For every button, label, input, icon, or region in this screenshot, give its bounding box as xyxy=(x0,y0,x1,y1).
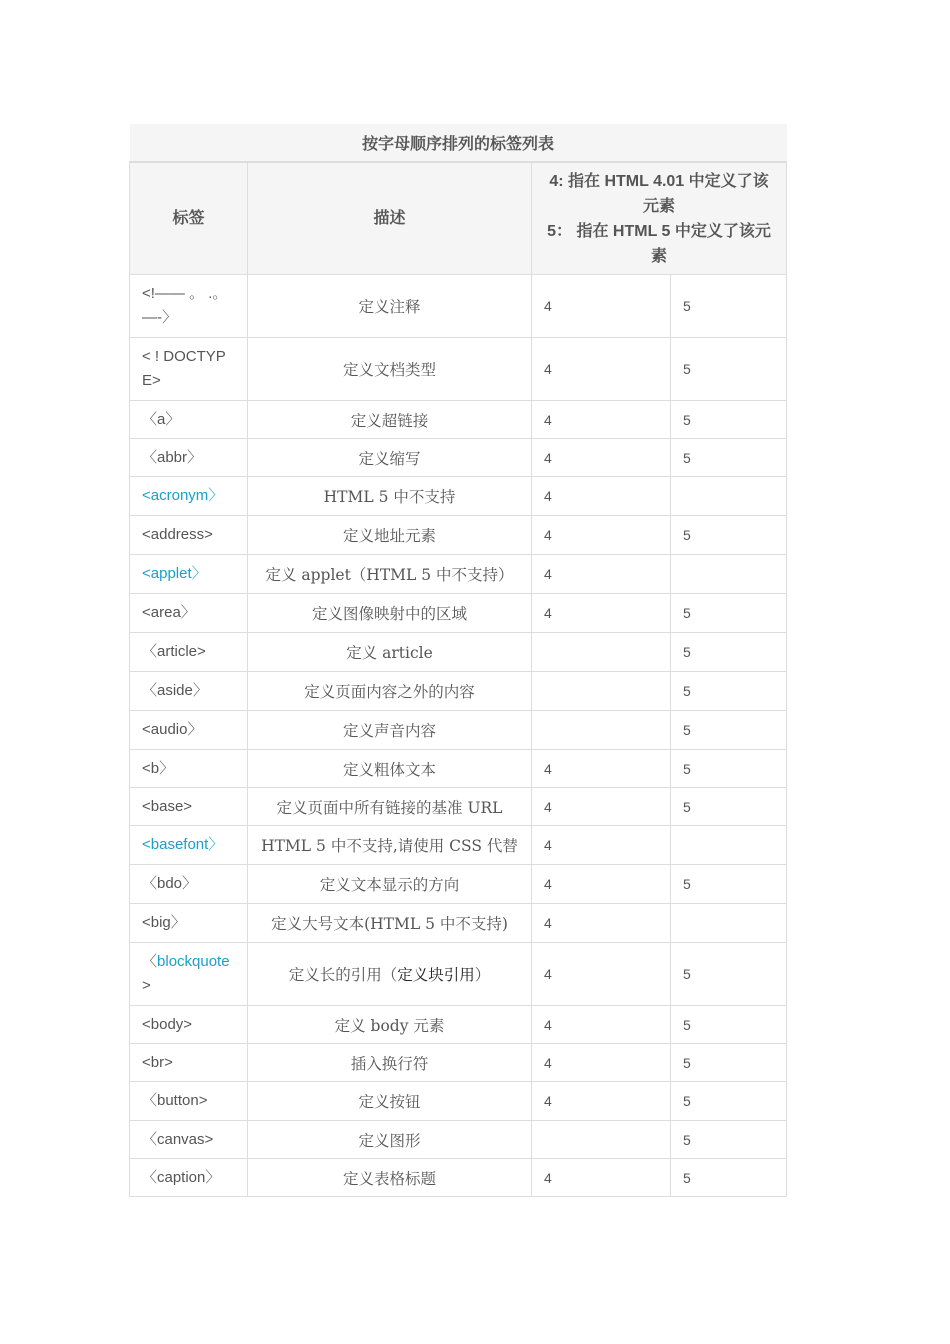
description-cell: 定义页面内容之外的内容 xyxy=(248,672,532,711)
tag-link-acronym[interactable]: <acronym〉 xyxy=(142,487,224,504)
tag-prefix: 〈 xyxy=(142,953,158,970)
html5-cell: 5 xyxy=(671,1121,787,1159)
header-tag: 标签 xyxy=(130,162,248,275)
table-header-row xyxy=(130,162,787,275)
table-row xyxy=(130,1044,787,1082)
tag-suffix: > xyxy=(142,977,151,994)
description-cell: HTML 5 中不支持,请使用 CSS 代替 xyxy=(248,826,532,865)
description-cell: 定义 body 元素 xyxy=(248,1006,532,1044)
description-cell: 定义缩写 xyxy=(248,439,532,477)
html4-cell xyxy=(532,672,671,711)
html5-cell: 5 xyxy=(671,750,787,788)
table-row xyxy=(130,1082,787,1121)
table-title-row xyxy=(130,124,787,162)
html5-cell xyxy=(671,904,787,943)
table-row xyxy=(130,750,787,788)
tag-cell: <address> xyxy=(130,516,248,555)
table-row xyxy=(130,672,787,711)
table-body xyxy=(130,275,787,1197)
table-row xyxy=(130,1121,787,1159)
html4-cell: 4 xyxy=(532,865,671,904)
html4-cell: 4 xyxy=(532,904,671,943)
desc-part-1: 定义长的引用（ xyxy=(288,966,398,984)
description-cell: 定义声音内容 xyxy=(248,711,532,750)
description-cell: 插入换行符 xyxy=(248,1044,532,1082)
html5-cell: 5 xyxy=(671,1044,787,1082)
html5-cell: 5 xyxy=(671,865,787,904)
html4-cell: 4 xyxy=(532,477,671,516)
tag-cell: <area〉 xyxy=(130,594,248,633)
description-cell: 定义文本显示的方向 xyxy=(248,865,532,904)
header-version-line-5: 5： 指在 HTML 5 中定义了该元素 xyxy=(547,222,771,265)
tag-cell: <!—— 。 .。—-〉 xyxy=(130,275,248,338)
table-row xyxy=(130,633,787,672)
html5-cell: 5 xyxy=(671,633,787,672)
table-row xyxy=(130,338,787,401)
tag-cell xyxy=(130,943,248,1006)
tag-link-basefont[interactable]: <basefont〉 xyxy=(142,836,224,853)
html5-cell: 5 xyxy=(671,1006,787,1044)
table-row xyxy=(130,555,787,594)
html5-cell: 5 xyxy=(671,672,787,711)
tag-cell: 〈button> xyxy=(130,1082,248,1121)
tag-cell: <big〉 xyxy=(130,904,248,943)
table-row xyxy=(130,477,787,516)
html4-cell xyxy=(532,711,671,750)
description-cell xyxy=(248,943,532,1006)
table-row xyxy=(130,516,787,555)
table-row xyxy=(130,904,787,943)
tag-cell: 〈a〉 xyxy=(130,401,248,439)
table-title: 按字母顺序排列的标签列表 xyxy=(130,124,787,162)
html4-cell: 4 xyxy=(532,555,671,594)
tag-cell: <audio〉 xyxy=(130,711,248,750)
tag-cell: < ! DOCTYPE> xyxy=(130,338,248,401)
html5-cell: 5 xyxy=(671,711,787,750)
html4-cell xyxy=(532,1121,671,1159)
html5-cell: 5 xyxy=(671,1159,787,1197)
tag-cell: <b〉 xyxy=(130,750,248,788)
desc-part-3: ） xyxy=(474,966,491,984)
table-row xyxy=(130,439,787,477)
tag-link-applet[interactable]: <applet〉 xyxy=(142,565,207,582)
header-description: 描述 xyxy=(248,162,532,275)
tag-link-blockquote[interactable]: blockquote xyxy=(157,953,230,970)
table-row xyxy=(130,826,787,865)
description-cell: 定义 article xyxy=(248,633,532,672)
html4-cell: 4 xyxy=(532,338,671,401)
html5-cell xyxy=(671,477,787,516)
tag-cell: 〈bdo〉 xyxy=(130,865,248,904)
description-cell: 定义图像映射中的区域 xyxy=(248,594,532,633)
description-cell: 定义地址元素 xyxy=(248,516,532,555)
table-row xyxy=(130,943,787,1006)
html5-cell: 5 xyxy=(671,788,787,826)
html5-cell: 5 xyxy=(671,401,787,439)
header-version-line-4: 4: 指在 HTML 4.01 中定义了该元素 xyxy=(549,172,769,215)
html5-cell: 5 xyxy=(671,338,787,401)
html4-cell xyxy=(532,633,671,672)
table-row xyxy=(130,711,787,750)
tag-cell: <base> xyxy=(130,788,248,826)
html5-cell: 5 xyxy=(671,275,787,338)
html4-cell: 4 xyxy=(532,401,671,439)
tag-cell: 〈article> xyxy=(130,633,248,672)
description-cell: 定义大号文本(HTML 5 中不支持) xyxy=(248,904,532,943)
description-cell: 定义粗体文本 xyxy=(248,750,532,788)
description-cell: 定义表格标题 xyxy=(248,1159,532,1197)
html5-cell xyxy=(671,826,787,865)
header-version xyxy=(532,162,787,275)
description-cell: 定义文档类型 xyxy=(248,338,532,401)
table-row xyxy=(130,1159,787,1197)
html4-cell: 4 xyxy=(532,826,671,865)
html4-cell: 4 xyxy=(532,1082,671,1121)
html5-cell: 5 xyxy=(671,516,787,555)
description-cell: HTML 5 中不支持 xyxy=(248,477,532,516)
tag-cell: 〈canvas> xyxy=(130,1121,248,1159)
desc-part-2: 定义块引用 xyxy=(397,966,475,984)
html4-cell: 4 xyxy=(532,275,671,338)
description-cell: 定义页面中所有链接的基准 URL xyxy=(248,788,532,826)
table-row xyxy=(130,594,787,633)
tag-cell: 〈caption〉 xyxy=(130,1159,248,1197)
html4-cell: 4 xyxy=(532,1006,671,1044)
html5-cell: 5 xyxy=(671,439,787,477)
table-row xyxy=(130,401,787,439)
description-cell: 定义 applet（HTML 5 中不支持） xyxy=(248,555,532,594)
html4-cell: 4 xyxy=(532,750,671,788)
html5-cell xyxy=(671,555,787,594)
html4-cell: 4 xyxy=(532,594,671,633)
html4-cell: 4 xyxy=(532,943,671,1006)
html4-cell: 4 xyxy=(532,788,671,826)
tag-cell: 〈abbr〉 xyxy=(130,439,248,477)
html4-cell: 4 xyxy=(532,1159,671,1197)
html4-cell: 4 xyxy=(532,1044,671,1082)
html5-cell: 5 xyxy=(671,594,787,633)
table-row xyxy=(130,1006,787,1044)
html5-cell: 5 xyxy=(671,943,787,1006)
table-row xyxy=(130,788,787,826)
description-cell: 定义按钮 xyxy=(248,1082,532,1121)
html4-cell: 4 xyxy=(532,439,671,477)
html4-cell: 4 xyxy=(532,516,671,555)
tag-cell: <body> xyxy=(130,1006,248,1044)
description-cell: 定义注释 xyxy=(248,275,532,338)
description-cell: 定义图形 xyxy=(248,1121,532,1159)
tag-cell: 〈aside〉 xyxy=(130,672,248,711)
html-tag-list-table xyxy=(129,124,787,1197)
table-row xyxy=(130,275,787,338)
tag-cell: <br> xyxy=(130,1044,248,1082)
html5-cell: 5 xyxy=(671,1082,787,1121)
table-row xyxy=(130,865,787,904)
description-cell: 定义超链接 xyxy=(248,401,532,439)
